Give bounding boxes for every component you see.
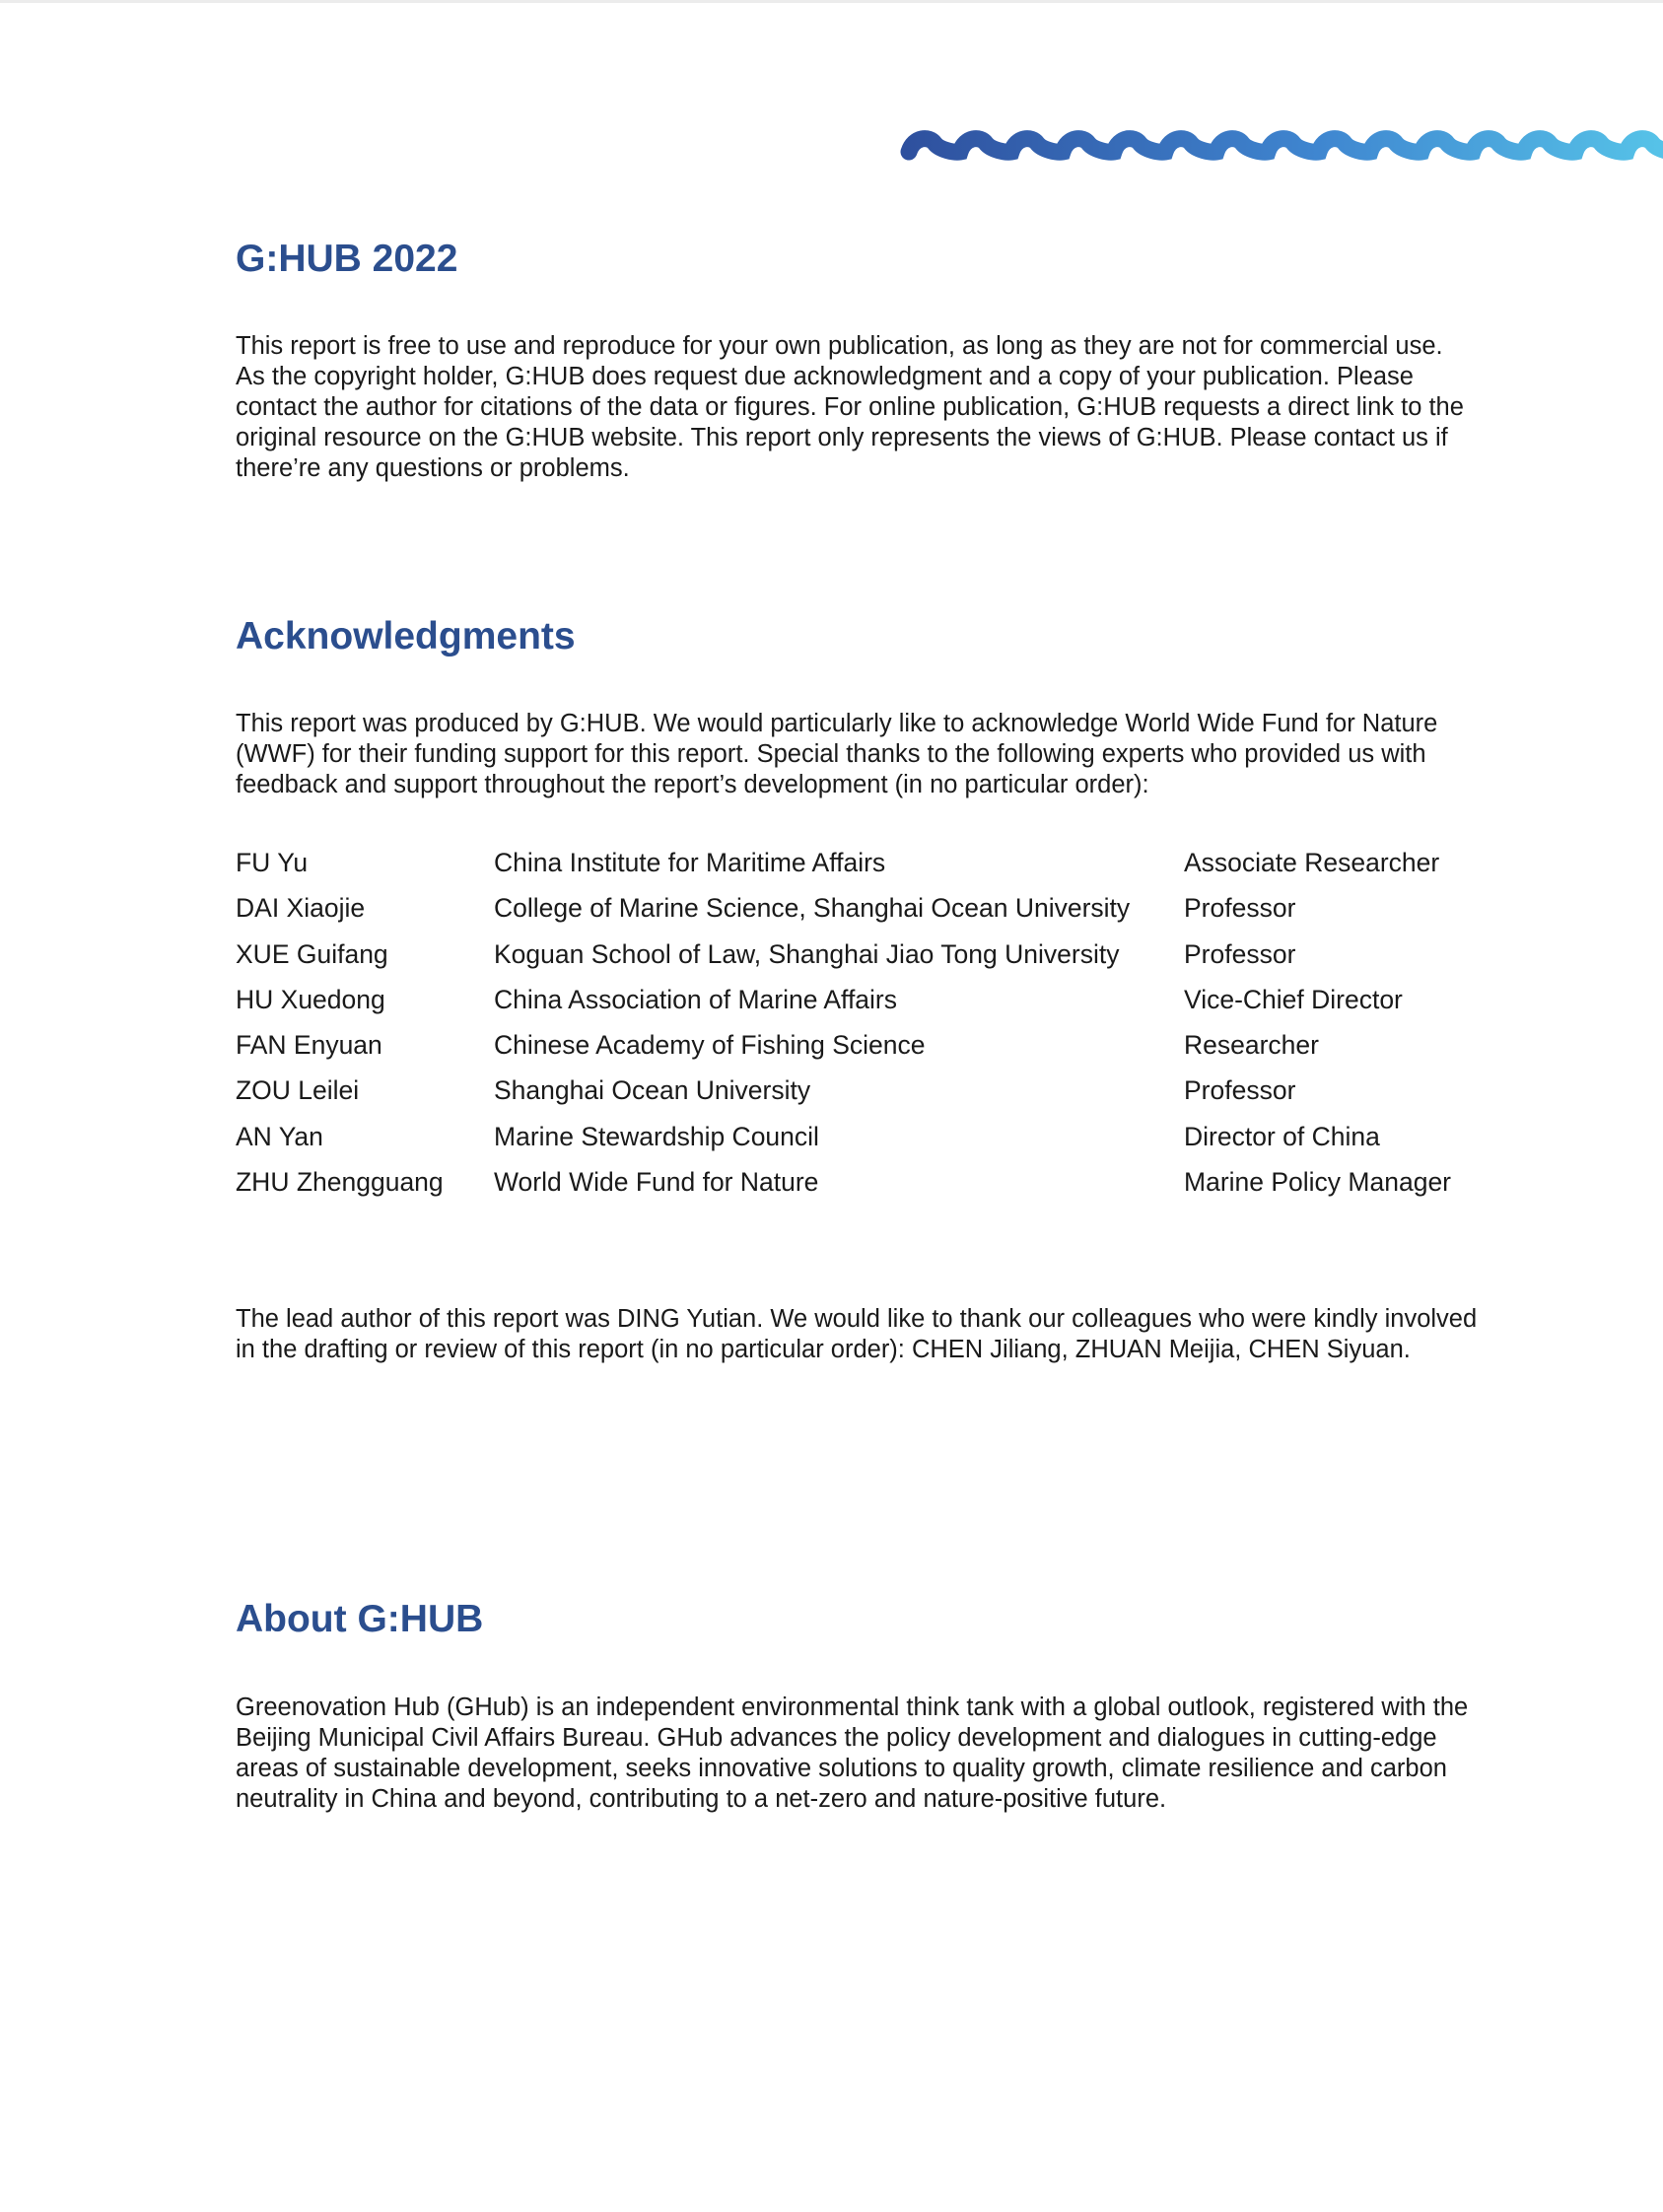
contributor-title: Professor [1184, 1075, 1296, 1106]
contributor-name: FU Yu [236, 848, 309, 877]
contributor-name: FAN Enyuan [236, 1030, 382, 1061]
contributor-row [236, 980, 1517, 1025]
contributor-row [236, 1025, 1517, 1071]
top-border-line [0, 0, 1663, 3]
contributor-name: HU Xuedong [236, 984, 385, 1014]
contributor-row [236, 934, 1517, 980]
contributor-institution: World Wide Fund for Nature [494, 1167, 819, 1198]
contributor-name: ZHU Zhengguang [236, 1167, 444, 1198]
about-paragraph: Greenovation Hub (GHub) is an independent environmental think tank with a global outlook, registered with the Beijing Municipal Civil Affairs Bureau. GHub advances the policy development and dialogues in cutting-edge areas of sustainable development, seeks innovative solutions to quality growth, climate resilience and carbon neutrality in China and beyond, contributing to a net-zero and nature-positive future. [236, 1694, 1469, 1813]
copyright-heading: G:HUB 2022 [236, 238, 458, 280]
contributor-name: DAI Xiaojie [236, 893, 366, 924]
contributor-title: Marine Policy Manager [1184, 1167, 1452, 1198]
contributor-row [236, 1162, 1517, 1208]
contributor-title: Professor [1184, 893, 1296, 924]
acknowledgments-heading: Acknowledgments [236, 615, 576, 657]
contributor-title: Professor [1184, 938, 1296, 969]
contributor-name: ZOU Leilei [236, 1075, 360, 1106]
contributor-institution: Marine Stewardship Council [494, 1121, 819, 1151]
contributor-name: XUE Guifang [236, 938, 388, 969]
contributor-institution: Koguan School of Law, Shanghai Jiao Tong University [494, 938, 1120, 969]
about-heading: About G:HUB [236, 1598, 484, 1640]
contributor-title: Researcher [1184, 1030, 1319, 1061]
contributors-table [236, 843, 1517, 1208]
contributor-name: AN Yan [236, 1121, 323, 1151]
contributor-institution: Shanghai Ocean University [494, 1075, 811, 1106]
acknowledgments-closing: The lead author of this report was DING Yutian. We would like to thank our colleagues who were kindly involved in the drafting or review of this report (in no particular order): CHEN Jiliang, ZHUAN Meijia, CHEN Siyuan. [236, 1305, 1478, 1363]
wave-decoration-icon [897, 116, 1663, 168]
contributor-institution: China Association of Marine Affairs [494, 984, 898, 1014]
contributor-title: Director of China [1184, 1121, 1380, 1151]
copyright-paragraph: This report is free to use and reproduce for your own publication, as long as they are not for commercial use. As the copyright holder, G:HUB does request due acknowledgment and a copy of your publication. Please contact the author for citations of the data or figures. For online publication, G:HUB requests a direct link to the original resource on the G:HUB website. This report only represents the views of G:HUB. Please contact us if there’re any questions or problems. [236, 332, 1464, 482]
contributor-institution: China Institute for Maritime Affairs [494, 848, 886, 877]
contributor-row [236, 1071, 1517, 1116]
contributor-title: Vice-Chief Director [1184, 984, 1403, 1014]
contributor-title: Associate Researcher [1184, 848, 1440, 877]
contributor-row [236, 1117, 1517, 1162]
contributor-row [236, 843, 1517, 888]
contributor-institution: Chinese Academy of Fishing Science [494, 1030, 926, 1061]
contributor-row [236, 888, 1517, 933]
acknowledgments-intro: This report was produced by G:HUB. We would particularly like to acknowledge World Wide Fund for Nature (WWF) for their funding support for this report. Special thanks to the following experts who provided us with feedback and support throughout the report’s development (in no particular order): [236, 710, 1438, 798]
contributor-institution: College of Marine Science, Shanghai Ocean University [494, 893, 1131, 924]
